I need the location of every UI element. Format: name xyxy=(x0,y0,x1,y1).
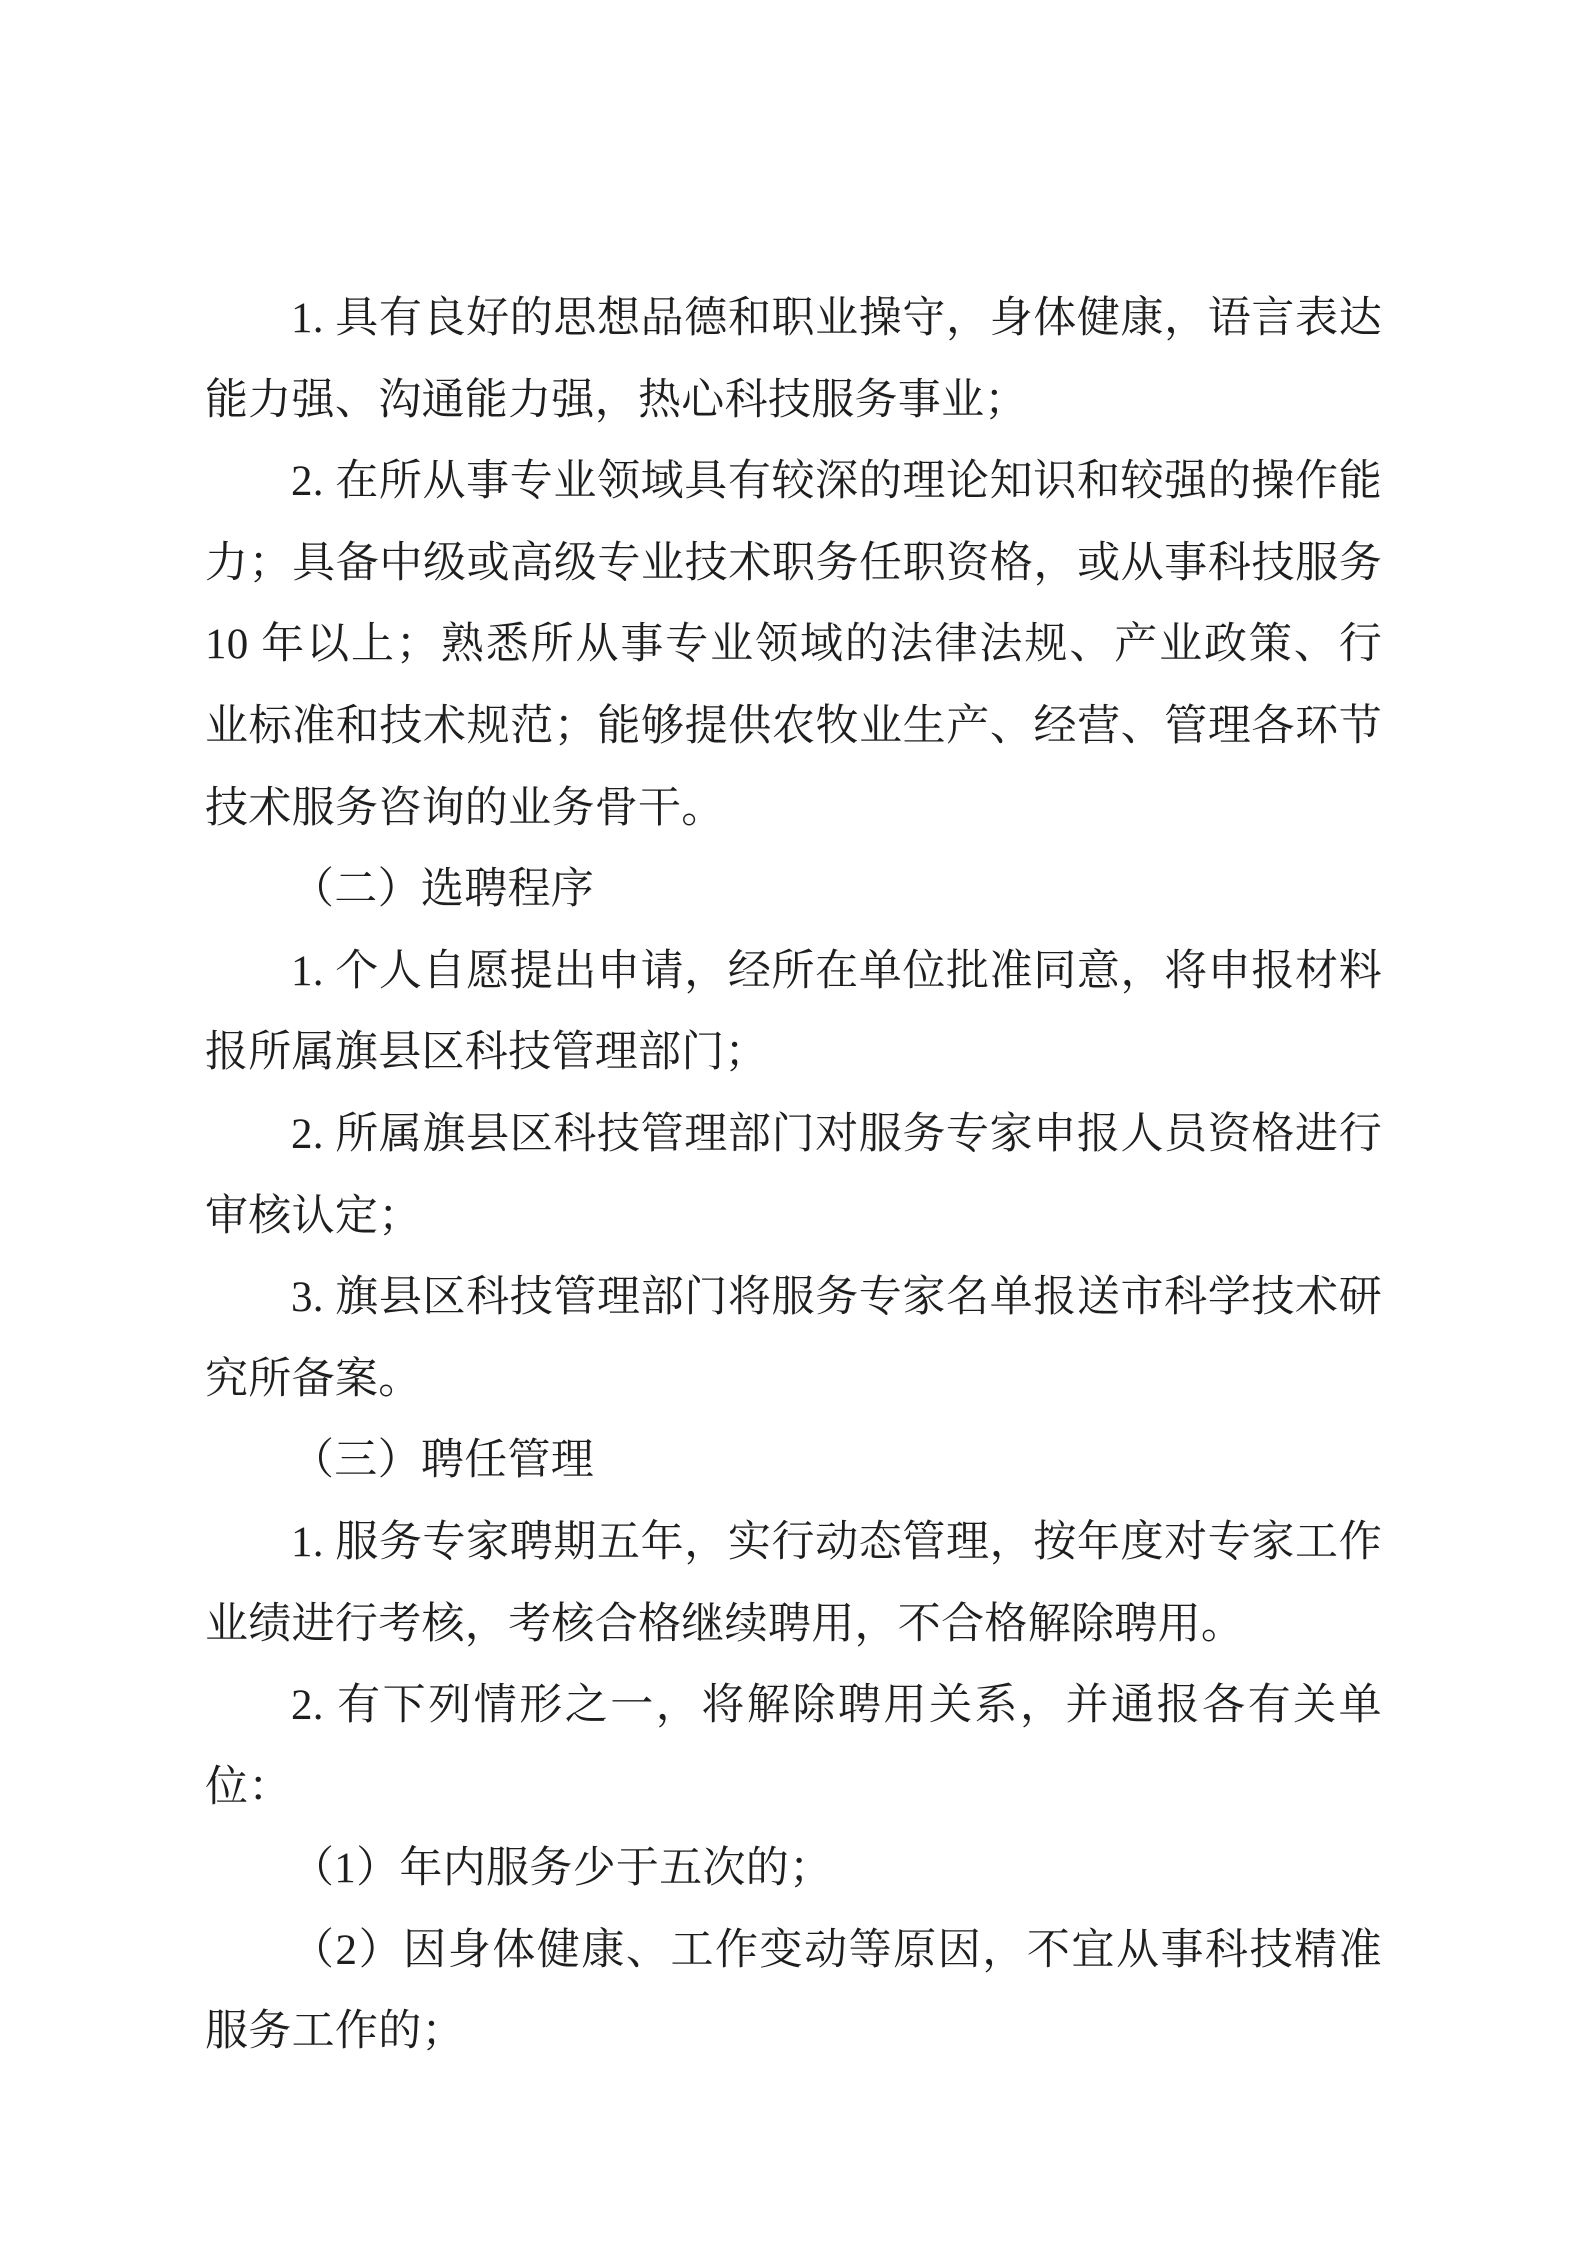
section-heading-employment-management: （三）聘任管理 xyxy=(291,1437,595,1485)
termination-condition-1: （1）年内服务少于五次的； xyxy=(291,1845,833,1893)
selection-procedure-item-2: 2. 所属旗县区科技管理部门对服务专家申报人员资格进行审核认定； xyxy=(205,1110,1382,1240)
employment-management-item-1: 1. 服务专家聘期五年，实行动态管理，按年度对专家工作业绩进行考核，考核合格继续聘用，不合格解除聘用。 xyxy=(205,1518,1382,1648)
qualification-item-1: 1. 具有良好的思想品德和职业操守，身体健康，语言表达能力强、沟通能力强，热心科技服务事业； xyxy=(205,295,1382,424)
termination-condition-2: （2）因身体健康、工作变动等原因，不宜从事科技精准服务工作的； xyxy=(205,1926,1382,2056)
selection-procedure-item-3: 3. 旗县区科技管理部门将服务专家名单报送市科学技术研究所备案。 xyxy=(205,1274,1382,1403)
selection-procedure-item-1: 1. 个人自愿提出申请，经所在单位批准同意，将申报材料报所属旗县区科技管理部门； xyxy=(205,947,1382,1077)
qualification-item-2: 2. 在所从事专业领域具有较深的理论知识和较强的操作能力；具备中级或高级专业技术职务任职资格，或从事科技服务10 年以上；熟悉所从事专业领域的法律法规、产业政策、行业标准和技术规范；能够提供农牧业生产、经营、管理各环节技术服务咨询的业务骨干。 xyxy=(205,458,1382,832)
employment-management-item-2: 2. 有下列情形之一，将解除聘用关系，并通报各有关单位： xyxy=(205,1682,1382,1811)
section-heading-selection-procedure: （二）选聘程序 xyxy=(291,866,595,914)
